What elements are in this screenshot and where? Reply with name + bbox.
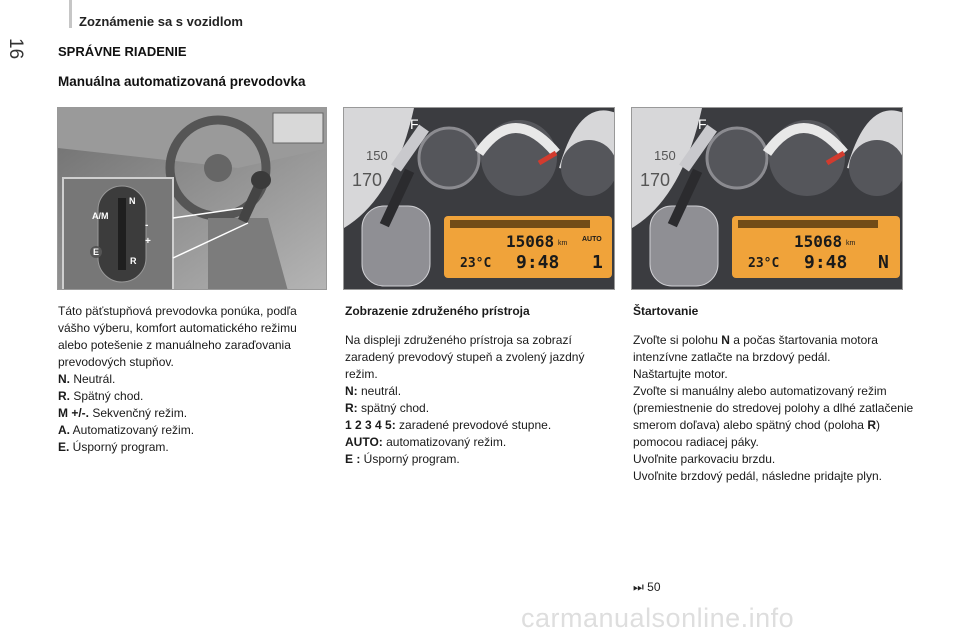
chapter-title: Zoznámenie sa s vozidlom xyxy=(79,14,243,29)
shifter-label-e: E xyxy=(90,246,102,258)
intro-text: Na displeji združeného prístroja sa zobrazí zaradený prevodový stupeň a zvolený jazdný režim. xyxy=(345,333,585,381)
section-title: SPRÁVNE RIADENIE xyxy=(58,44,187,59)
column-cluster-display xyxy=(345,303,615,468)
list-item: M +/-. Sekvenčný režim. xyxy=(58,406,188,420)
column-gearbox-intro xyxy=(58,303,320,456)
paragraph: Zvoľte si polohu N a počas štartovania motora intenzívne zatlačte na brzdový pedál. xyxy=(633,333,878,364)
column-heading: Zobrazenie združeného prístroja xyxy=(345,304,530,318)
shifter-label-n: N xyxy=(129,196,136,206)
odometer-unit: km xyxy=(558,240,568,247)
page-reference-number: 50 xyxy=(647,580,661,594)
fuel-label: F xyxy=(698,116,707,132)
shifter-label-am: A/M xyxy=(92,211,109,221)
paragraph: Zvoľte si manuálny alebo automatizovaný režim (premiestnenie do stredovej polohy a dlhé zatlačenie smerom doľava) alebo spätný chod (poloha R) pomocou radiacej páky. xyxy=(633,384,914,449)
interior-photo xyxy=(57,107,327,290)
column-starting xyxy=(633,303,923,485)
list-item: R. Spätný chod. xyxy=(58,389,144,403)
paragraph: Uvoľnite brzdový pedál, následne pridajte plyn. xyxy=(633,469,882,483)
header-bar xyxy=(69,0,72,28)
list-item: 1 2 3 4 5: zaradené prevodové stupne. xyxy=(345,418,552,432)
page-reference-link[interactable] xyxy=(633,580,661,595)
subtitle: Manuálna automatizovaná prevodovka xyxy=(58,74,306,89)
fuel-label: F xyxy=(410,116,419,132)
list-item: R: spätný chod. xyxy=(345,401,430,415)
list-item: A. Automatizovaný režim. xyxy=(58,423,195,437)
list-item: N. Neutrál. xyxy=(58,372,116,386)
cluster-photo-auto xyxy=(343,107,615,290)
list-item: E : Úsporný program. xyxy=(345,452,460,466)
watermark: carmanualsonline.info xyxy=(521,603,795,633)
list-item: AUTO: automatizovaný režim. xyxy=(345,435,507,449)
odometer: 15068 xyxy=(506,232,555,251)
mode-display: AUTO xyxy=(582,236,602,243)
page-number: 16 xyxy=(5,38,26,60)
shifter-label-plus: + xyxy=(145,236,151,247)
intro-text: Táto päťstupňová prevodovka ponúka, podľa vášho výberu, komfort automatického režimu alebo potešenie z manuálneho zaraďovania prevodových stupňov. xyxy=(58,304,297,369)
odometer: 15068 xyxy=(794,232,843,251)
odometer-unit: km xyxy=(846,240,856,247)
time-display: 9:48 xyxy=(804,252,848,273)
shifter-label-r: R xyxy=(130,256,137,266)
gear-display: N xyxy=(878,252,889,273)
speed-label-150: 150 xyxy=(366,148,388,163)
cluster-photo-neutral xyxy=(631,107,903,290)
paragraph: Naštartujte motor. xyxy=(633,367,728,381)
temperature-display: 23°C xyxy=(460,256,492,271)
list-item: E. Úsporný program. xyxy=(58,440,169,454)
speed-label-150: 150 xyxy=(654,148,676,163)
time-display: 9:48 xyxy=(516,252,560,273)
temperature-display: 23°C xyxy=(748,256,780,271)
column-heading: Štartovanie xyxy=(633,304,699,318)
shifter-label-minus: - xyxy=(145,220,149,231)
gear-display: 1 xyxy=(592,252,603,273)
speed-label-170: 170 xyxy=(640,170,671,190)
speed-label-170: 170 xyxy=(352,170,383,190)
forward-arrow-icon: ⏭ xyxy=(633,580,644,594)
paragraph: Uvoľnite parkovaciu brzdu. xyxy=(633,452,776,466)
list-item: N: neutrál. xyxy=(345,384,402,398)
